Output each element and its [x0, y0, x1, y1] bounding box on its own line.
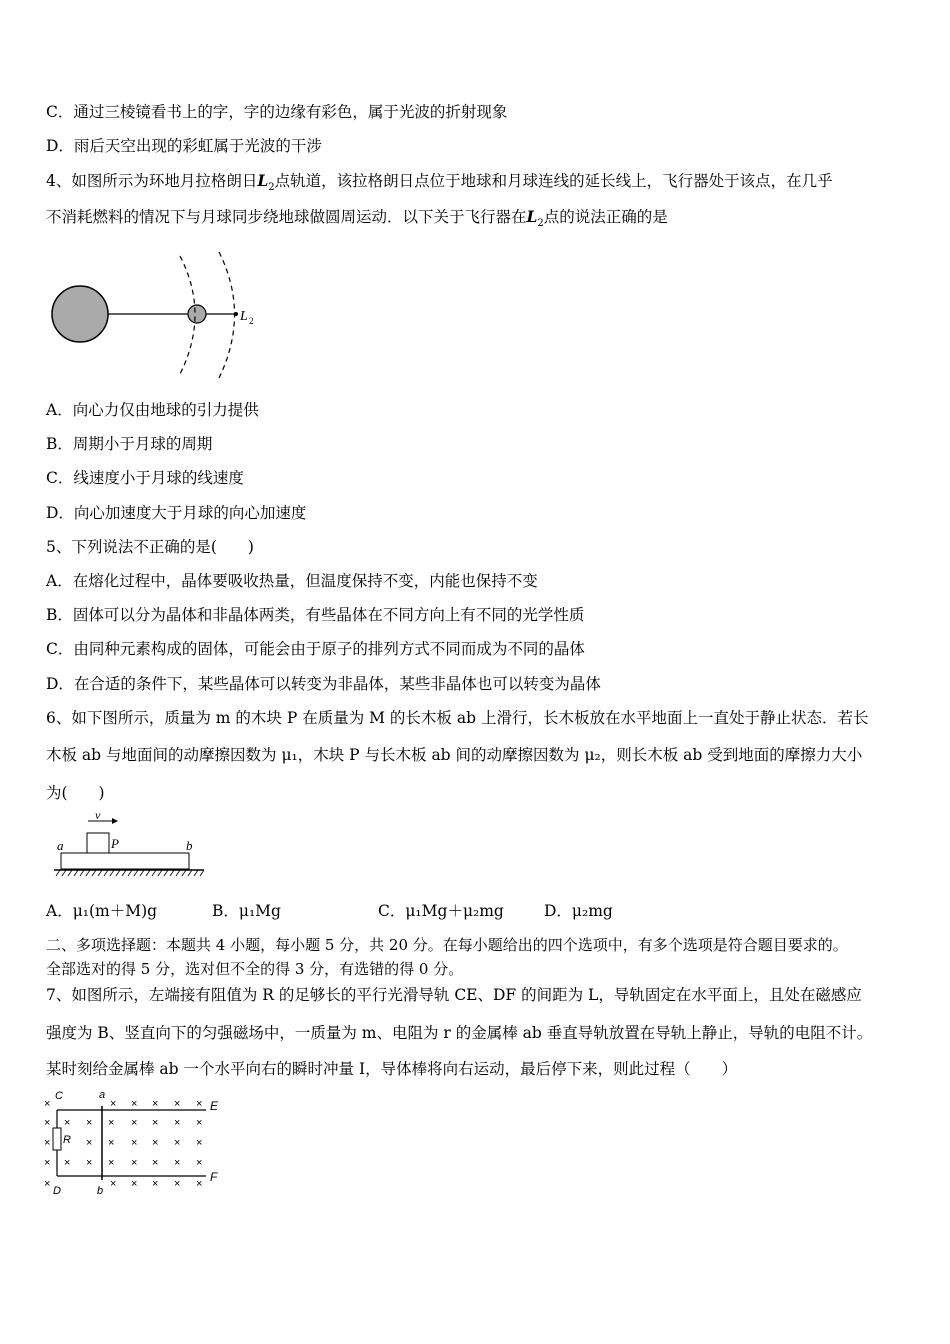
q3-option-c: C．通过三棱镜看书上的字，字的边缘有彩色，属于光波的折射现象 [46, 103, 508, 121]
cross: × [44, 1117, 51, 1129]
ground-hatching [56, 870, 204, 876]
cross: × [174, 1157, 181, 1169]
q6-option-b: B．μ₁Mg [212, 902, 281, 920]
cross: × [44, 1178, 51, 1190]
cross: × [108, 1137, 115, 1149]
moon-circle [188, 305, 206, 323]
q5-option-c: C．由同种元素构成的固体，可能会由于原子的排列方式不同而成为不同的晶体 [46, 640, 585, 658]
cross: × [152, 1098, 159, 1110]
q5-option-a: A．在熔化过程中，晶体要吸收热量，但温度保持不变，内能也保持不变 [46, 572, 538, 590]
cross: × [86, 1137, 93, 1149]
cross: × [131, 1137, 138, 1149]
cross: × [86, 1117, 93, 1129]
lagrange-diagram [48, 250, 268, 385]
cross: × [196, 1098, 203, 1110]
q5-option-d: D．在合适的条件下，某些晶体可以转变为非晶体，某些非晶体也可以转变为晶体 [46, 675, 601, 693]
l2-point [234, 312, 238, 316]
cross: × [108, 1157, 115, 1169]
q4-option-b: B．周期小于月球的周期 [46, 435, 213, 453]
section2-heading-line1: 二、多项选择题：本题共 4 小题，每小题 5 分，共 20 分。在每小题给出的四个选项中，有多个选项是符合题目要求的。 [46, 936, 848, 954]
q4-stem-pre: 4、如图所示为环地月拉格朗日 [46, 172, 258, 190]
q5-option-b: B．固体可以分为晶体和非晶体两类，有些晶体在不同方向上有不同的光学性质 [46, 606, 585, 624]
cross: × [86, 1157, 93, 1169]
block-board-diagram [52, 812, 212, 880]
l2-orbit-arc [219, 252, 235, 378]
q7-stem-line2: 强度为 B、竖直向下的匀强磁场中，一质量为 m、电阻为 r 的金属棒 ab 垂直导轨放置在导轨上静止，导轨的电阻不计。 [46, 1024, 873, 1042]
q4-stem-post: 点轨道，该拉格朗日点位于地球和月球连线的延长线上，飞行器处于该点，在几乎 [274, 172, 833, 190]
cross: × [110, 1178, 117, 1190]
label-e: E [210, 1099, 219, 1113]
cross: × [174, 1098, 181, 1110]
q4-stem-L: L [257, 171, 269, 190]
cross: × [196, 1117, 203, 1129]
q6-option-a: A．μ₁(m＋M)g [46, 902, 158, 920]
cross: × [196, 1137, 203, 1149]
long-board [61, 853, 189, 869]
cross: × [44, 1098, 51, 1110]
rail-circuit-diagram [40, 1088, 230, 1200]
q4-option-d: D．向心加速度大于月球的向心加速度 [46, 504, 307, 522]
cross: × [44, 1157, 51, 1169]
q7-stem-line3: 某时刻给金属棒 ab 一个水平向右的瞬时冲量 I，导体棒将向右运动，最后停下来，则此过程（ ） [46, 1060, 738, 1078]
label-d: D [53, 1185, 61, 1197]
cross: × [110, 1098, 117, 1110]
cross: × [64, 1157, 71, 1169]
block-p [87, 833, 109, 853]
q6-options [46, 901, 613, 921]
q4-stem-sub: 2 [268, 182, 275, 194]
cross: × [152, 1137, 159, 1149]
q3-option-d: D．雨后天空出现的彩虹属于光波的干涉 [46, 137, 322, 155]
q4-stem2-pre: 不消耗燃料的情况下与月球同步绕地球做圆周运动．以下关于飞行器在 [46, 208, 527, 226]
cross: × [196, 1157, 203, 1169]
block-p-label: P [111, 836, 119, 851]
q6-stem-line3: 为( ) [46, 784, 105, 802]
q6-stem-line2: 木板 ab 与地面间的动摩擦因数为 μ₁，木块 P 与长木板 ab 间的动摩擦因数为 μ₂，则长木板 ab 受到地面的摩擦力大小 [46, 746, 863, 764]
velocity-label: v [95, 812, 101, 822]
cross: × [64, 1117, 71, 1129]
label-f: F [210, 1170, 218, 1184]
cross: × [174, 1137, 181, 1149]
cross: × [131, 1098, 138, 1110]
cross: × [108, 1117, 115, 1129]
label-a: a [99, 1089, 106, 1101]
q4-stem2-sub: 2 [537, 218, 544, 230]
cross: × [196, 1178, 203, 1190]
q6-option-c: C．μ₁Mg＋μ₂mg [378, 902, 504, 920]
q4-stem-line1 [46, 171, 833, 198]
earth-circle [52, 286, 108, 342]
q4-option-a: A．向心力仅由地球的引力提供 [46, 401, 259, 419]
cross: × [44, 1137, 51, 1149]
cross: × [174, 1117, 181, 1129]
q6-stem-line1: 6、如下图所示，质量为 m 的木块 P 在质量为 M 的长木板 ab 上滑行，长木板放在水平地面上一直处于静止状态．若长 [46, 709, 869, 727]
q4-stem2-L: L [526, 207, 538, 226]
board-a-label: a [57, 838, 64, 853]
q4-stem-line2 [46, 207, 668, 234]
section2-heading-line2: 全部选对的得 5 分，选对但不全的得 3 分，有选错的得 0 分。 [46, 960, 464, 978]
q4-stem2-post: 点的说法正确的是 [543, 208, 668, 226]
cross: × [152, 1157, 159, 1169]
cross: × [131, 1157, 138, 1169]
board-b-label: b [186, 838, 193, 853]
q6-option-d: D．μ₂mg [544, 902, 613, 920]
label-b: b [97, 1185, 104, 1197]
cross: × [152, 1178, 159, 1190]
q5-stem: 5、下列说法不正确的是( ) [46, 538, 254, 556]
cross: × [131, 1178, 138, 1190]
cross: × [174, 1178, 181, 1190]
l2-label: L [240, 309, 248, 324]
label-c: C [55, 1090, 63, 1102]
q4-option-c: C．线速度小于月球的线速度 [46, 469, 244, 487]
cross: × [152, 1117, 159, 1129]
cross: × [131, 1117, 138, 1129]
velocity-arrowhead [112, 818, 118, 824]
q7-stem-line1: 7、如图所示，左端接有阻值为 R 的足够长的平行光滑导轨 CE、DF 的间距为 L，导轨固定在水平面上，且处在磁感应 [46, 986, 862, 1004]
label-r: R [63, 1134, 71, 1146]
resistor-r [53, 1128, 61, 1150]
l2-sub: 2 [249, 316, 254, 326]
